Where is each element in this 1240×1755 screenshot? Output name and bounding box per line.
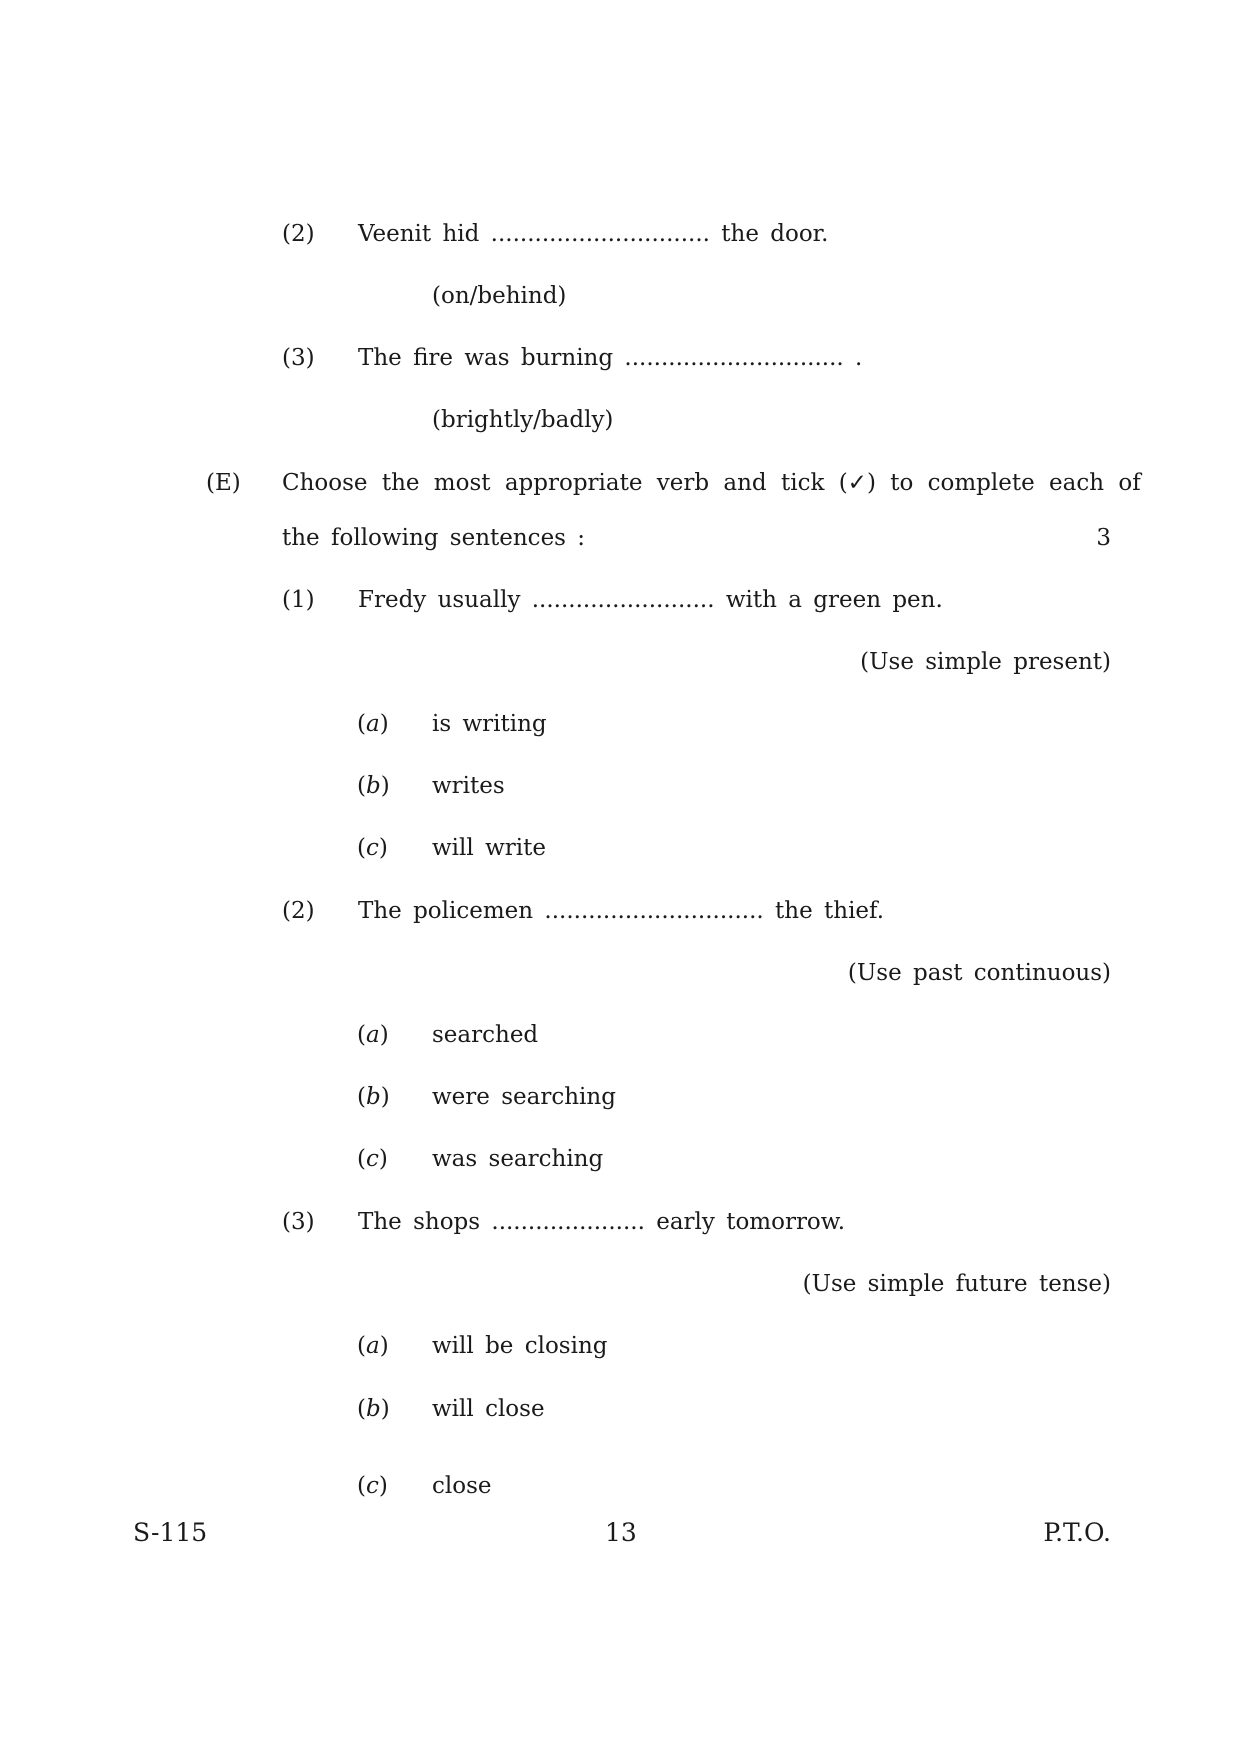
- option-text: will close: [432, 1396, 545, 1422]
- question-number: (2): [282, 898, 315, 924]
- option-letter: (a): [357, 1333, 389, 1359]
- question-text: Fredy usually ......................... with a green pen.: [358, 587, 943, 613]
- option-text: close: [432, 1473, 492, 1499]
- hint-text: (brightly/badly): [432, 407, 614, 433]
- sentence-text: Veenit hid .............................. the door.: [358, 221, 829, 247]
- question-number: (3): [282, 1209, 315, 1235]
- option-letter: (b): [357, 1084, 390, 1110]
- option-text: writes: [432, 773, 505, 799]
- page-number: 13: [605, 1518, 637, 1547]
- tense-instruction: (Use simple present): [860, 649, 1111, 675]
- option-text: was searching: [432, 1146, 604, 1172]
- option-text: will be closing: [432, 1333, 608, 1359]
- section-marks: 3: [1096, 525, 1111, 551]
- section-instruction-line2: the following sentences :: [282, 525, 586, 551]
- tense-instruction: (Use simple future tense): [802, 1271, 1111, 1297]
- option-letter: (b): [357, 773, 390, 799]
- section-instruction-line1: Choose the most appropriate verb and tick (✓) to complete each of: [282, 470, 1141, 496]
- question-text: The policemen .............................. the thief.: [358, 898, 885, 924]
- pto-text: P.T.O.: [1043, 1518, 1111, 1547]
- option-letter: (c): [357, 835, 388, 861]
- option-letter: (c): [357, 1146, 388, 1172]
- question-number: (1): [282, 587, 315, 613]
- option-letter: (b): [357, 1396, 390, 1422]
- option-text: searched: [432, 1022, 539, 1048]
- section-letter: (E): [206, 470, 241, 496]
- item-number: (2): [282, 221, 315, 247]
- option-letter: (a): [357, 1022, 389, 1048]
- option-text: is writing: [432, 711, 547, 737]
- option-letter: (a): [357, 711, 389, 737]
- question-text: The shops ..................... early tomorrow.: [358, 1209, 846, 1235]
- tense-instruction: (Use past continuous): [847, 960, 1111, 986]
- option-text: were searching: [432, 1084, 616, 1110]
- sentence-text: The fire was burning .............................. .: [358, 345, 863, 371]
- item-number: (3): [282, 345, 315, 371]
- paper-code: S-115: [133, 1518, 208, 1547]
- option-text: will write: [432, 835, 546, 861]
- hint-text: (on/behind): [432, 283, 567, 309]
- option-letter: (c): [357, 1473, 388, 1499]
